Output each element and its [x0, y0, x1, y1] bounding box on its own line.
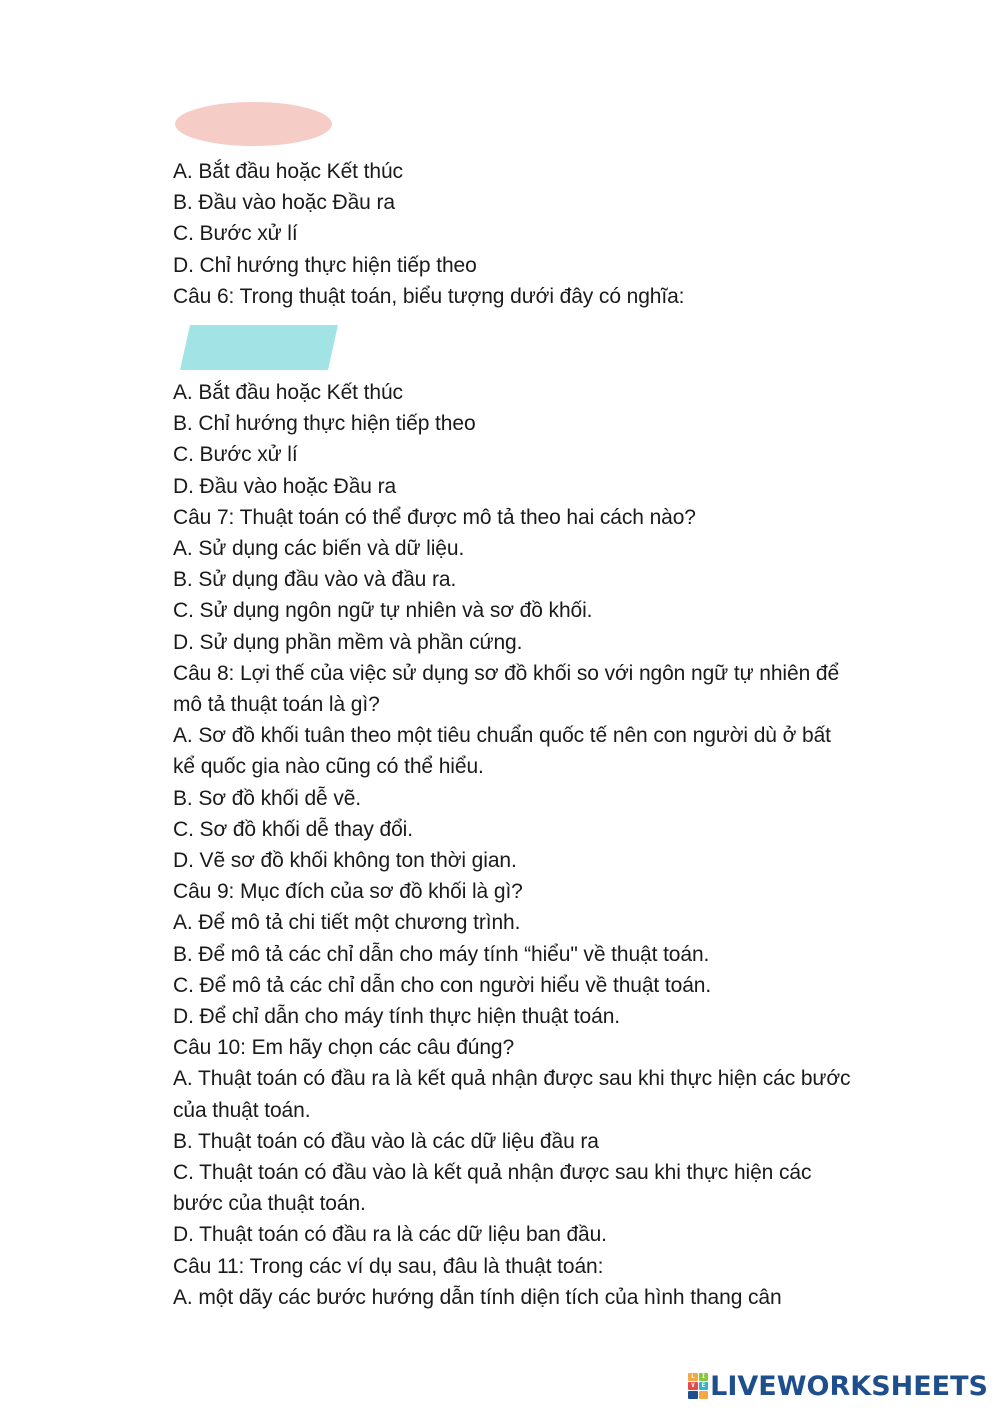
- text-line: bước của thuật toán.: [173, 1192, 366, 1216]
- text-line: D. Vẽ sơ đồ khối không ton thời gian.: [173, 849, 517, 873]
- question-5-options: [173, 156, 913, 312]
- text-line: B. Để mô tả các chỉ dẫn cho máy tính “hiểu" về thuật toán.: [173, 942, 710, 966]
- text-line: C. Sơ đồ khối dễ thay đổi.: [173, 817, 413, 841]
- text-line: A. Để mô tả chi tiết một chương trình.: [173, 911, 521, 935]
- text-line: A. Sử dụng các biến và dữ liệu.: [173, 537, 465, 561]
- text-line: B. Sơ đồ khối dễ vẽ.: [173, 786, 362, 810]
- logo-mark-tile: [688, 1391, 698, 1399]
- text-line: D. Đầu vào hoặc Đầu ra: [173, 474, 397, 498]
- text-line: A. Bắt đầu hoặc Kết thúc: [173, 381, 403, 404]
- questions-6-to-11: [173, 377, 913, 1313]
- text-line: C. Bước xử lí: [173, 222, 298, 246]
- text-line: D. Sử dụng phần mềm và phần cứng.: [173, 630, 523, 654]
- text-line: C. Sử dụng ngôn ngữ tự nhiên và sơ đồ khối.: [173, 599, 593, 623]
- text-line: Câu 9: Mục đích của sơ đồ khối là gì?: [173, 880, 523, 904]
- text-line: Câu 11: Trong các ví dụ sau, đâu là thuật toán:: [173, 1254, 604, 1278]
- text-line: Câu 8: Lợi thế của việc sử dụng sơ đồ khối so với ngôn ngữ tự nhiên để: [173, 661, 840, 685]
- text-line: Câu 6: Trong thuật toán, biểu tượng dưới đây có nghĩa:: [173, 284, 685, 308]
- text-line: kể quốc gia nào cũng có thể hiểu.: [173, 755, 484, 779]
- text-line: B. Thuật toán có đầu vào là các dữ liệu đầu ra: [173, 1129, 599, 1153]
- logo-mark-tile: V: [688, 1382, 698, 1390]
- text-line: B. Đầu vào hoặc Đầu ra: [173, 191, 395, 215]
- text-line: C. Để mô tả các chỉ dẫn cho con người hiểu về thuật toán.: [173, 973, 712, 997]
- text-line: của thuật toán.: [173, 1098, 311, 1122]
- text-line: B. Sử dụng đầu vào và đầu ra.: [173, 568, 457, 592]
- text-line: mô tả thuật toán là gì?: [173, 693, 380, 717]
- text-line: C. Bước xử lí: [173, 443, 298, 467]
- text-line: A. một dãy các bước hướng dẫn tính diện tích của hình thang cân: [173, 1285, 782, 1309]
- logo-mark-tile: E: [699, 1382, 709, 1390]
- input-output-parallelogram-shape: [180, 325, 340, 370]
- text-line: A. Bắt đầu hoặc Kết thúc: [173, 160, 403, 183]
- logo-text: LIVEWORKSHEETS: [710, 1370, 988, 1402]
- logo-mark-tile: I: [699, 1373, 709, 1381]
- text-line: B. Chỉ hướng thực hiện tiếp theo: [173, 412, 476, 436]
- text-line: D. Chỉ hướng thực hiện tiếp theo: [173, 253, 477, 277]
- terminal-oval-shape: [175, 102, 332, 146]
- text-line: A. Sơ đồ khối tuân theo một tiêu chuẩn quốc tế nên con người dù ở bất: [173, 724, 831, 748]
- text-line: C. Thuật toán có đầu vào là kết quả nhận được sau khi thực hiện các: [173, 1161, 812, 1185]
- logo-mark-tile: [699, 1391, 709, 1399]
- text-line: D. Để chỉ dẫn cho máy tính thực hiện thuật toán.: [173, 1005, 621, 1029]
- text-line: Câu 10: Em hãy chọn các câu đúng?: [173, 1036, 515, 1060]
- text-line: A. Thuật toán có đầu ra là kết quả nhận được sau khi thực hiện các bước: [173, 1067, 851, 1091]
- liveworksheets-logo[interactable]: [688, 1368, 988, 1404]
- text-line: Câu 7: Thuật toán có thể được mô tả theo hai cách nào?: [173, 505, 696, 529]
- logo-mark-tile: L: [688, 1373, 698, 1381]
- liveworksheets-logo-mark-icon: [688, 1373, 708, 1399]
- text-line: D. Thuật toán có đầu ra là các dữ liệu ban đầu.: [173, 1223, 607, 1247]
